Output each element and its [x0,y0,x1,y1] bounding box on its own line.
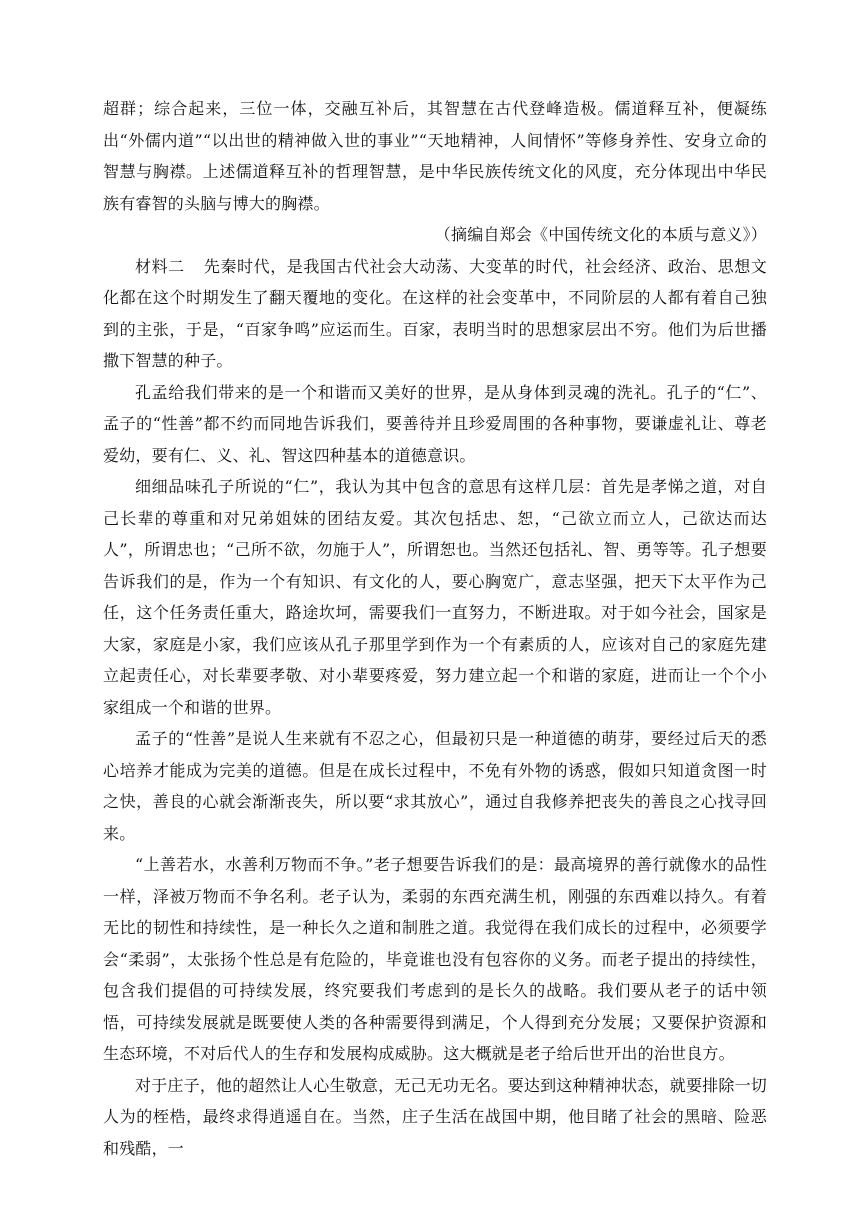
paragraph-7: 对于庄子，他的超然让人心生敬意，无己无功无名。要达到这种精神状态，就要排除一切人为的桎梏，最终求得逍遥自在。当然，庄子生活在战国中期，他目睹了社会的黑暗、险恶和残酷，一 [103,1075,767,1158]
source-citation: （摘编自郑会《中国传统文化的本质与意义》） [434,225,767,244]
paragraph-2-text: 先秦时代，是我国古代社会大动荡、大变革的时代，社会经济、政治、思想文化都在这个时期发生了翻天覆地的变化。在这样的社会变革中，不同阶层的人都有着自己独到的主张，于是，“百家争鸣”应运而生。百家，表明当时的思想家层出不穷。他们为后世播撒下智慧的种子。 [103,256,767,370]
paragraph-4: 细细品味孔子所说的“仁”，我认为其中包含的意思有这样几层：首先是孝悌之道，对自己长辈的尊重和对兄弟姐妹的团结友爱。其次包括忠、恕，“己欲立而立人，己欲达而达人”，所谓忠也；“己所不欲，勿施于人”，所谓恕也。当然还包括礼、智、勇等等。孔子想要告诉我们的是，作为一个有知识、有文化的人，要心胸宽广，意志坚强，把天下太平作为己任，这个任务责任重大，路途坎坷，需要我们一直努力，不断进取。对于如今社会，国家是大家，家庭是小家，我们应该从孔子那里学到作为一个有素质的人，应该对自己的家庭先建立起责任心，对长辈要孝敬、对小辈要疼爱，努力建立起一个和谐的家庭，进而让一个个小家组成一个和谐的世界。 [103,477,767,717]
document-page [103,93,767,1164]
paragraph-5: 孟子的“性善”是说人生来就有不忍之心，但最初只是一种道德的萌芽，要经过后天的悉心培养才能成为完美的道德。但是在成长过程中，不免有外物的诱惑，假如只知道贪图一时之快，善良的心就会渐渐丧失，所以要“求其放心”，通过自我修养把丧失的善良之心找寻回来。 [103,729,767,843]
paragraph-material-2 [103,251,767,377]
paragraph-3: 孔孟给我们带来的是一个和谐而又美好的世界，是从身体到灵魂的洗礼。孔子的“仁”、孟子的“性善”都不约而同地告诉我们，要善待并且珍爱周围的各种事物，要谦虚礼让、尊老爱幼，要有仁、义、礼、智这四种基本的道德意识。 [103,382,767,465]
paragraph-6: “上善若水，水善利万物而不争。”老子想要告诉我们的是：最高境界的善行就像水的品性一样，泽被万物而不争名利。老子认为，柔弱的东西充满生机，刚强的东西难以持久。有着无比的韧性和持续性，是一种长久之道和制胜之道。我觉得在我们成长的过程中，必须要学会“柔弱”，太张扬个性总是有危险的，毕竟谁也没有包容你的义务。而老子提出的持续性，包含我们提倡的可持续发展，终究要我们考虑到的是长久的战略。我们要从老子的话中领悟，可持续发展就是既要使人类的各种需要得到满足，个人得到充分发展；又要保护资源和生态环境，不对后代人的生存和发展构成威胁。这大概就是老子给后世开出的治世良方。 [103,855,767,1063]
material-2-label: 材料二 [135,256,185,276]
paragraph-1: 超群；综合起来，三位一体，交融互补后，其智慧在古代登峰造极。儒道释互补，便凝练出“外儒内道”“以出世的精神做入世的事业”“天地精神，人间情怀”等修身养性、安身立命的智慧与胸襟。上述儒道释互补的哲理智慧，是中华民族传统文化的风度，充分体现出中华民族有睿智的头脑与博大的胸襟。 [103,99,767,213]
